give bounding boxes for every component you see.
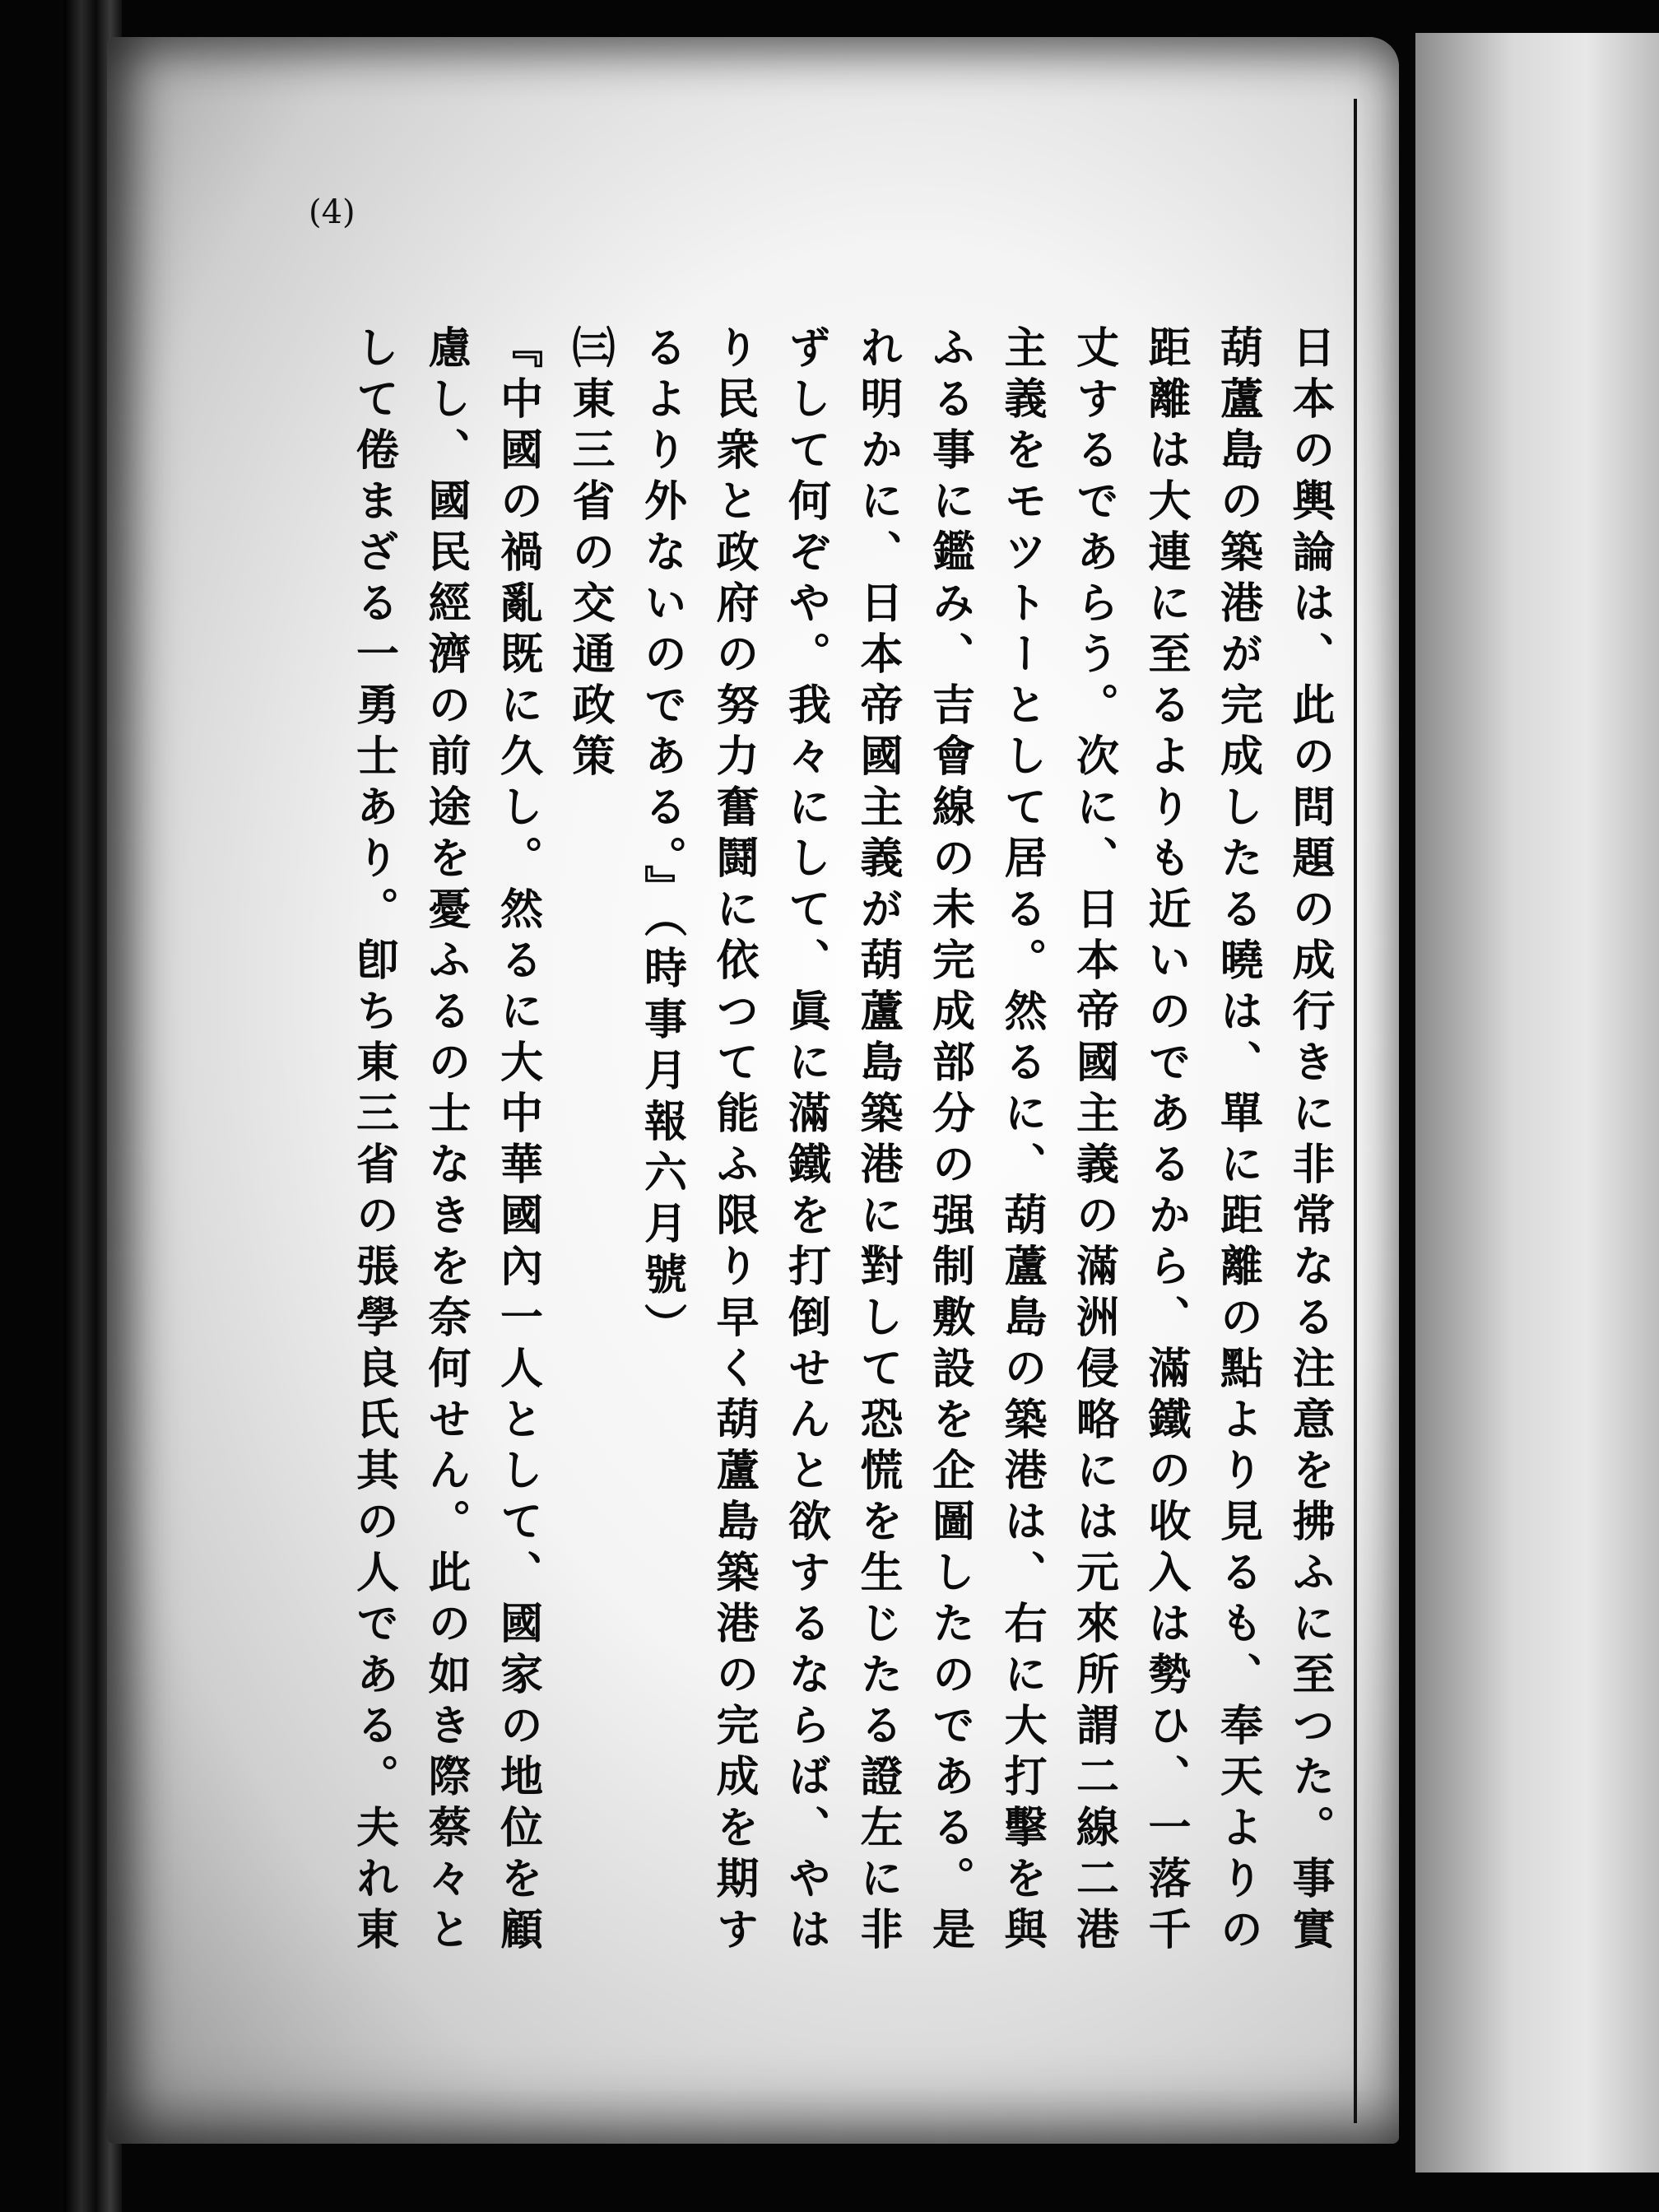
vertical-text-body <box>292 325 1345 2053</box>
text-line: 葫蘆島の築港が完成したる曉は、單に距離の點より見るも、奉天よりの <box>1212 325 1263 1958</box>
adjacent-page-edge <box>1415 33 1659 2172</box>
section-heading: ㈢東三省の交通政策 <box>565 325 615 784</box>
text-line: 距離は大連に至るよりも近いのであるから、滿鐵の收入は勢ひ、一落千 <box>1141 325 1191 1958</box>
text-line: 主義をモツトーとして居る。然るに、葫蘆島の築港は、右に大打擊を與 <box>997 325 1047 1958</box>
text-line: ふる事に鑑み、吉會線の未完成部分の强制敷設を企圖したのである。是 <box>924 325 975 1958</box>
text-line: ずして何ぞや。我々にして、眞に滿鐵を打倒せんと欲するならば、やは <box>780 325 831 1958</box>
page-fold-line <box>1354 99 1357 2123</box>
text-line: して倦まざる一勇士あり。卽ち東三省の張學良氏其の人である。夫れ東 <box>348 325 399 1958</box>
text-line: 『中國の禍亂既に久し。然るに大中華國內一人として、國家の地位を顧 <box>492 325 543 1958</box>
text-line: 慮し、國民經濟の前途を憂ふるの士なきを奈何せん。此の如き際蔡々と <box>421 325 471 1958</box>
text-line: り民衆と政府の努力奮鬪に依つて能ふ限り早く葫蘆島築港の完成を期す <box>709 325 759 1958</box>
page-number: (4) <box>309 193 356 231</box>
text-line: 丈するであらう。次に、日本帝國主義の滿洲侵略には元來所謂二線二港 <box>1068 325 1119 1958</box>
text-line: れ明かに、日本帝國主義が葫蘆島築港に對して恐慌を生じたる證左に非 <box>853 325 903 1958</box>
text-line: るより外ないのである。』（時事月報六月號） <box>636 325 687 1354</box>
text-line: 日本の輿論は、此の問題の成行きに非常なる注意を拂ふに至つた。事實 <box>1285 325 1335 1958</box>
